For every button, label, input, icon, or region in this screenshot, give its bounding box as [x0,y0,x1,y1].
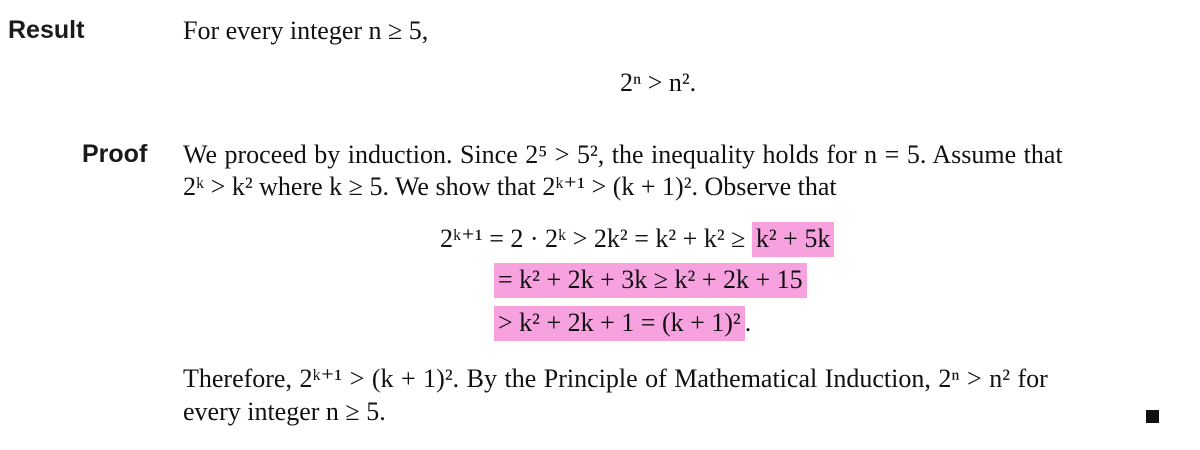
qed-square-icon [1146,410,1159,423]
result-display-equation: 2ⁿ > n². [620,68,697,97]
result-statement: For every integer n ≥ 5, [183,16,429,45]
proof-label: Proof [82,140,148,168]
equation-3-period: . [744,308,752,337]
proof-conclusion-line-1: Therefore, 2ᵏ⁺¹ > (k + 1)². By the Principle of Mathematical Induction, 2ⁿ > n² for [183,364,1048,393]
proof-conclusion-line-2: every integer n ≥ 5. [183,397,386,426]
equation-1-highlight: k² + 5k [752,222,834,257]
equation-1-left: 2ᵏ⁺¹ = 2 · 2ᵏ > 2k² = k² + k² ≥ [440,224,746,253]
proof-equation-2 [494,267,807,293]
result-label: Result [8,16,85,44]
proof-equation-1 [440,226,834,252]
proof-line-1: We proceed by induction. Since 2⁵ > 5², the inequality holds for n = 5. Assume that [183,140,1063,169]
equation-2-highlight: = k² + 2k + 3k ≥ k² + 2k + 15 [494,263,807,298]
proof-equation-3 [494,310,751,336]
proof-line-2: 2ᵏ > k² where k ≥ 5. We show that 2ᵏ⁺¹ > (k + 1)². Observe that [183,172,837,201]
equation-3-highlight: > k² + 2k + 1 = (k + 1)² [494,306,745,341]
